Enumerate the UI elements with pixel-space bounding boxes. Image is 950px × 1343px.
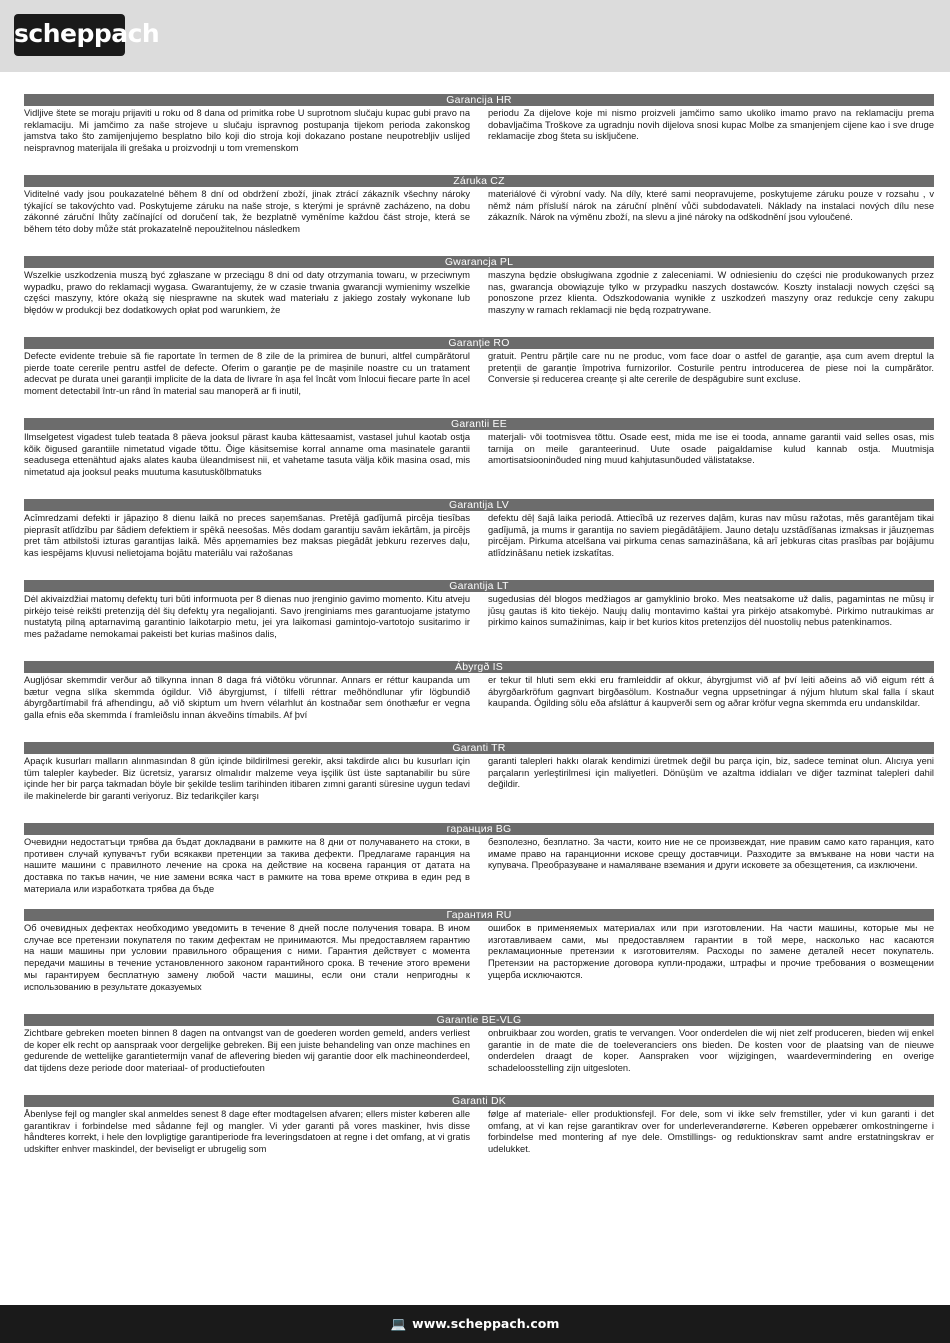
section-body (24, 1026, 934, 1075)
section-heading: Garantie BE-VLG (24, 1014, 934, 1026)
header-bar (0, 0, 950, 72)
warranty-section (24, 418, 934, 482)
section-heading: Garantii EE (24, 418, 934, 430)
section-body (24, 592, 934, 641)
section-heading: Гарантия RU (24, 909, 934, 921)
warranty-section (24, 1014, 934, 1078)
warranty-section (24, 823, 934, 899)
warranty-section (24, 661, 934, 725)
section-body (24, 106, 934, 155)
section-heading: Garancija HR (24, 94, 934, 106)
section-body (24, 511, 934, 560)
section-text-right: ошибок в применяемых материалах или при изготовлении. На части машины, которые мы не изготавливаем сами, мы предоставляем гарантии в той мере, насколько нас касаются рекламационные претензии к изготовителям. Расходы по замене деталей несет покупатель. Претензии на расторжение договора купли-продажи, штрафы и прочие требования о возмещении ущерба исключаются. (488, 923, 934, 980)
warranty-section (24, 909, 934, 997)
warranty-section (24, 337, 934, 401)
section-body (24, 835, 934, 896)
section-text-left: Åbenlyse fejl og mangler skal anmeldes senest 8 dage efter modtagelsen afvaren; ellers mister køberen alle garantikrav i forbindelse med sådanne fejl og mangler. Vi yder garanti på vores maskiner, hvis disse håndteres korrekt, i hele den lovpligtige garantiperiode fra leveringsdatoen at regne i det omfang, at vi gratis udskifter enhver maskindel, der beviseligt er ubrugelig som (24, 1109, 470, 1155)
warranty-section (24, 1095, 934, 1159)
section-text-right: безполезно, безплатно. За части, които ние не се произвеждат, ние правим само като гаранция, като имаме право на гаранционни искове срещу доставчици. Разходите за вмъкване на нови части на купувача. Преобразуване и намаляване вземания и други исковете за обезщетения, са изключени. (488, 837, 934, 871)
section-body (24, 754, 934, 803)
section-text-right: følge af materiale- eller produktionsfejl. For dele, som vi ikke selv fremstiller, yder vi kun garanti i det omfang, at vi kan rejse garantikrav over for underleverandørerne. Køberen oppebærer omkostningerne i forbindelse med montering af nye dele. Omstillings- og reduktionskrav samt andre erstatningskrav er udelukket. (488, 1109, 934, 1155)
section-body (24, 430, 934, 479)
section-text-left: Augljósar skemmdir verður að tilkynna innan 8 daga frá viðtöku vörunnar. Annars er réttur kaupanda um bætur vegna slíka skemmda ógildur. Við ábyrgjumst, í tilfelli réttrar meðhöndlunar yfir lögbundið ábyrgðartímabil frá afhendingu, að við skiptum um hvern vélarhlut án kostnaðar sem ónothæfur er vegna galla efnis eða skemmda í framleiðslu innan ákveðins tímabils. Af því (24, 675, 470, 721)
section-text-left: Об очевидных дефектах необходимо уведомить в течение 8 дней после получения товара. В ином случае все претензии покупателя по таким дефектам не принимаются. Мы предоставляем гарантию на наши машины при условии правильного обращения с ними. Гарантия действует с момента передачи машины в течение установленного законом гарантийного срока. В течение этого времени мы гарантируем бесплатную замену любой части машины, если они стали непригодны к использованию в результате доказуемых (24, 923, 470, 992)
warranty-section (24, 94, 934, 158)
section-text-right: sugedusias dėl blogos medžiagos ar gamyklinio broko. Mes neatsakome už dalis, pagamintas ne mūsų ir jūsų gautas iš kito tiekėjo. Naujų dalių montavimo kaštai yra pirkėjo atsakomybė. Pirkimo nutraukimas ar pirkimo kainos sumažinimas, kaip ir bet kurios kitos pretenzijos dėl nuostolių nebus patenkinamos. (488, 594, 934, 628)
warranty-section (24, 175, 934, 239)
scheppach-logo: scheppach (14, 14, 125, 56)
section-body (24, 921, 934, 993)
section-heading: Garanti DK (24, 1095, 934, 1107)
section-heading: Ábyrgð IS (24, 661, 934, 673)
section-text-left: Dėl akivaizdžiai matomų defektų turi būti informuota per 8 dienas nuo įrenginio gavimo momento. Kitu atveju pirkėjo teisė reikšti pretenziją dėl šių defektų yra negaliojanti. Savo įrenginiams mes garantuojame įstatymo nustatytą pilną aptarnavimą garantinio laikotarpio metu, jei yra laikomasi gamintojo-vartotojo susitarimo ir mes pažadame nemokamai pakeisti bet kurias mašinos dalis, (24, 594, 470, 640)
section-body (24, 187, 934, 236)
website-link[interactable]: www.scheppach.com (412, 1316, 560, 1331)
section-text-left: Apaçık kusurları malların alınmasından 8 gün içinde bildirilmesi gerekir, aksi takdirde alıcı bu kusurları için tüm talepler kaybeder. Biz ücretsiz, yararsız olmalıdır malzeme veya işçilik üst üste saptanabilir bu süre içinde her bir parça takmadan böyle bir şekilde teslim tarihinden itibaren zımni garanti süresine uygun tedavi ile makinelerde bir garanti veriyoruz. Biz tedarikçiler karşı (24, 756, 470, 802)
section-text-left: Vidljive štete se moraju prijaviti u roku od 8 dana od primitka robe U suprotnom slučaju kupac gubi pravo na reklamaciju. Mi jamčimo za naše strojeve u slučaju ispravnog postupanja tijekom perioda zakonskog jamstva tako što zamijenjujemo besplatno bilo koji dio stroja koji dokazano postane neupotrebljiv uslijed neispravnog materijala ili grešaka u proizvodnji u tom vremenskom (24, 108, 470, 154)
section-text-right: maszyna będzie obsługiwana zgodnie z zaleceniami. W odniesieniu do części nie produkowanych przez nas, gwarancja obowiązuje tylko w przypadku naszych dostawców. Koszty instalacji nowych części są ponoszone przez klienta. Odszkodowania wynikłe z uszkodzeń maszyny oraz redukcje ceny zakupu maszyny w ramach reklamacji nie będą rozpatrywane. (488, 270, 934, 316)
section-text-right: onbruikbaar zou worden, gratis te vervangen. Voor onderdelen die wij niet zelf produceren, bieden wij enkel garantie in de mate die de toeleveranciers ons bieden. De kosten voor de plaatsing van de nieuwe onderdelen draagt de koper. Aanspraken voor wijzigingen, waardevermindering en overige schadeloosstelling zijn uitgesloten. (488, 1028, 934, 1074)
section-text-left: Acīmredzami defekti ir jāpaziņo 8 dienu laikā no preces saņemšanas. Pretējā gadījumā pircēja tiesības pieprasīt atlīdzību par šādiem defektiem ir spēkā neesošas. Mēs dodam garantiju savām iekārtām, ja pircējs pret tām atbilstoši izturas garantijas laikā. Mēs apņemamies bez maksas piegādāt jebkuru rezerves daļu, kas iespējams kļuvusi nelietojama bojātu materiālu vai ražošanas (24, 513, 470, 559)
section-text-right: materiálové či výrobní vady. Na díly, které sami neopravujeme, poskytujeme záruku pouze v rozsahu , v němž nám přísluší nárok na záruční plnění vůči subdodavateli. Náklady na instalaci nových dílu nese zákazník. Nárok na výměnu zboží, na slevu a jiné nároky na odškodnění jsou vyloučené. (488, 189, 934, 223)
section-text-right: gratuit. Pentru părțile care nu ne produc, vom face doar o astfel de garanție, așa cum avem dreptul la pretenții de garanție împotriva furnizorilor. Costurile pentru introducerea de piese noi la cumpărător. Conversie și reducerea creanțe și alte cererile de despăgubire sunt excluse. (488, 351, 934, 385)
section-heading: Garanti TR (24, 742, 934, 754)
section-text-left: Defecte evidente trebuie să fie raportate în termen de 8 zile de la primirea de bunuri, altfel cumpărătorul pierde toate cererile pentru astfel de defecte. Oferim o garanție pe de mașinile noastre cu un tratament adecvat pe durata unei garanții implicite de la data de livrare în așa fel încât vom înlocui fiecare parte în acel moment detectabil într-un rând în material sau manoperă ar fi inutil, (24, 351, 470, 397)
section-text-left: Zichtbare gebreken moeten binnen 8 dagen na ontvangst van de goederen worden gemeld, anders verliest de koper elk recht op aanspraak voor dergelijke gebreken. Bij een juiste behandeling van onze machines en gedurende de wettelijke garantietermijn vanaf de aflevering bieden wij garantie door elk machineonderdeel, dat tijdens deze periode door materiaal- of productiefouten (24, 1028, 470, 1074)
section-text-right: defektu dēļ šajā laika periodā. Attiecībā uz rezerves daļām, kuras nav mūsu ražotas, mēs garantējam tikai gadījumā, ja mums ir garantija no saviem piegādātājiem. Jauno detaļu uzstādīšanas izmaksas ir jāuzņemas pircējam. Pirkuma atcelšana vai pirkuma cenas samazināšana, kā arī jebkuras citas prasības par bojājumu atlīdzināšanu netiek izskatītas. (488, 513, 934, 559)
warranty-section (24, 580, 934, 644)
section-heading: Garantija LT (24, 580, 934, 592)
warranty-section (24, 499, 934, 563)
section-text-left: Ilmselgetest vigadest tuleb teatada 8 päeva jooksul pärast kauba kättesaamist, vastasel juhul kaotab ostja kõik õigused garantiile nimetatud vigade tõttu. Õige käsitsemise korral anname oma masinatele garantii seadusega ettenähtud ajaks alates kauba üleandmisest nii, et vahetame tasuta välja kõik masina osad, mis nimetatud aja jooksul peaks muutuma kasutuskõlbmatuks (24, 432, 470, 478)
section-text-right: garanti talepleri hakkı olarak kendimizi üretmek değil bu parça için, biz, sadece teminat olun. Alıcıya yeni parçaların yerleştirilmesi için maliyetleri. Dönüşüm ve azaltma iddiaları ve diğer tazminat talepleri dahil değildir. (488, 756, 934, 790)
computer-icon: 💻 (390, 1316, 407, 1331)
warranty-section (24, 742, 934, 806)
section-body (24, 673, 934, 722)
section-text-left: Очевидни недостатъци трябва да бъдат докладвани в рамките на 8 дни от получаването на стоки, в противен случай купувачът губи всякакви претенции за такива дефекти. Предлагаме гаранция на нашите машини с правилното лечение на срока на действие на косвена гаранция от датата на доставка по такъв начин, че ние замени всяка част в рамките на това време открива в един ред в материала или изработката трябва да бъде (24, 837, 470, 894)
section-text-right: er tekur til hluti sem ekki eru framleiddir af okkur, ábyrgjumst við af því leiti aðeins að við eigum rétt á ábyrgðarkröfum gagnvart birgðasölum. Kostnaður vegna uppsetningar á nýjum hlutum skal falla í skaut kaupanda. Ógilding sölu eða afsláttur á kaupverði sem og aðrar kröfur vegna skemmda eru undanskildar. (488, 675, 934, 709)
section-text-right: periodu Za dijelove koje mi nismo proizveli jamčimo samo ukoliko imamo pravo na reklamaciju prema dobavljačima Troškove za ugradnju novih dijelova snosi kupac Molbe za smanjenjem cijene kao i sve druge reklamacije zbog šteta su isključene. (488, 108, 934, 142)
footer-bar (0, 1305, 950, 1343)
section-heading: Garanție RO (24, 337, 934, 349)
warranty-section (24, 256, 934, 320)
section-heading: Garantija LV (24, 499, 934, 511)
section-body (24, 349, 934, 398)
section-text-left: Viditelné vady jsou poukazatelné během 8 dní od obdržení zboží, jinak ztrácí zákazník všechny nároky týkající se takovýchto vad. Poskytujeme záruku na naše stroje, s kterými je správně zacházeno, na dobu zákonné záruční lhůty začínající od doručení tak, že bezplatně vyměníme každou část stroje, která se během této doby může stát prokazatelně nepoužitelnou následkem (24, 189, 470, 235)
section-text-left: Wszelkie uszkodzenia muszą być zgłaszane w przeciągu 8 dni od daty otrzymania towaru, w przeciwnym wypadku, prawo do reklamacji wygasa. Gwarantujemy, że w czasie trwania gwarancji wymienimy wszelkie części maszyny, które okażą się niesprawne na skutek wad materiału z jakiego zostały wykonane lub błędów w produkcji bez dodatkowych opłat pod warunkiem, że (24, 270, 470, 316)
section-body (24, 1107, 934, 1156)
section-heading: Gwarancja PL (24, 256, 934, 268)
warranty-sections (24, 94, 934, 1176)
section-heading: Záruka CZ (24, 175, 934, 187)
section-heading: гаранция BG (24, 823, 934, 835)
section-body (24, 268, 934, 317)
section-text-right: materjali- või tootmisvea tõttu. Osade eest, mida me ise ei tooda, anname garantii vaid selles osas, mis tarnija on meile garanteerinud. Uute osade paigaldamise kulud kannab ostja. Muutmisja amortisatsiooninõuded ning muud kahjutasunõuded välistatakse. (488, 432, 934, 466)
